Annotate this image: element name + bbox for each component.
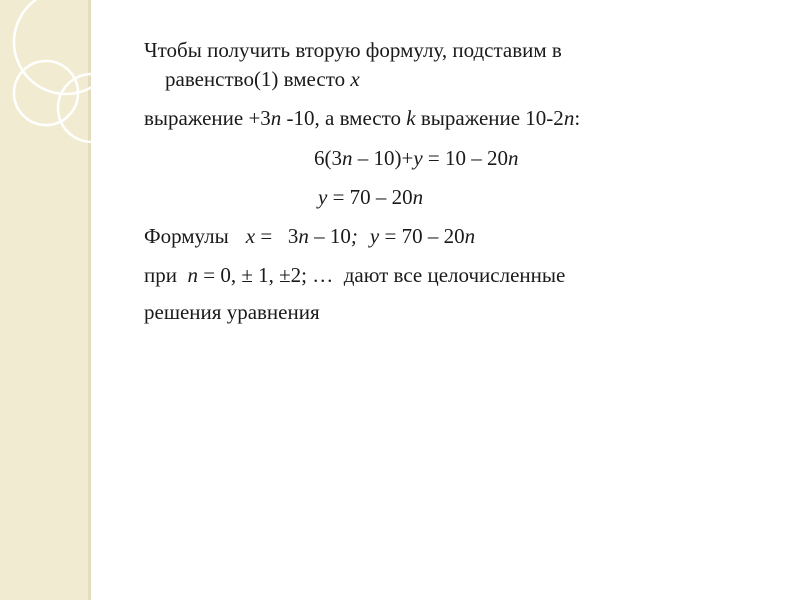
variable-n: n — [412, 185, 424, 209]
equation-2-part-b: = 70 – 20 — [327, 185, 413, 209]
variable-y: y — [318, 185, 328, 209]
formulas-equals-2: = 70 – 20 — [379, 224, 465, 248]
equation-1-part-b: – 10)+ — [352, 146, 414, 170]
variable-n: n — [187, 263, 198, 287]
condition-line — [144, 263, 565, 287]
variable-x: x — [350, 67, 360, 91]
equation-2 — [318, 185, 423, 209]
equation-1-part-c: = 10 – 20 — [422, 146, 509, 170]
variable-n: n — [563, 106, 575, 130]
text-line-2 — [165, 67, 360, 91]
text-line-3-part-a: выражение +3 — [144, 106, 271, 130]
formulas-line — [144, 224, 475, 248]
text-line-1 — [144, 38, 562, 62]
formulas-label: Формулы — [144, 224, 229, 248]
last-line — [144, 300, 320, 324]
text-line-3-part-d: : — [574, 106, 581, 130]
variable-y: y — [413, 146, 423, 170]
text-line-2-content: равенство(1) вместо — [165, 67, 351, 91]
variable-k: k — [406, 106, 416, 130]
variable-n: n — [508, 146, 519, 170]
variable-n: n — [270, 106, 282, 130]
text-line-1-content: Чтобы получить вторую формулу, подставим в — [144, 38, 562, 62]
last-line-content: решения уравнения — [144, 300, 320, 324]
text-line-3-part-b: -10, а вместо — [281, 106, 407, 130]
condition-part-a: при — [144, 263, 188, 287]
text-line-3 — [144, 106, 580, 130]
text-line-3-part-c: выражение 10-2 — [415, 106, 564, 130]
equation-1 — [314, 146, 519, 170]
variable-x: x — [245, 224, 256, 248]
variable-n: n — [342, 146, 353, 170]
variable-n: n — [464, 224, 476, 248]
formulas-equals: = 3 — [255, 224, 299, 248]
variable-y: y — [369, 224, 380, 248]
equation-1-part-a: 6(3 — [314, 146, 342, 170]
formulas-mid: – 10 — [308, 224, 351, 248]
formulas-semicolon: ; — [350, 224, 358, 248]
condition-part-b: = 0, ± 1, ±2; … дают все целочисленные — [197, 263, 566, 287]
variable-n: n — [298, 224, 309, 248]
